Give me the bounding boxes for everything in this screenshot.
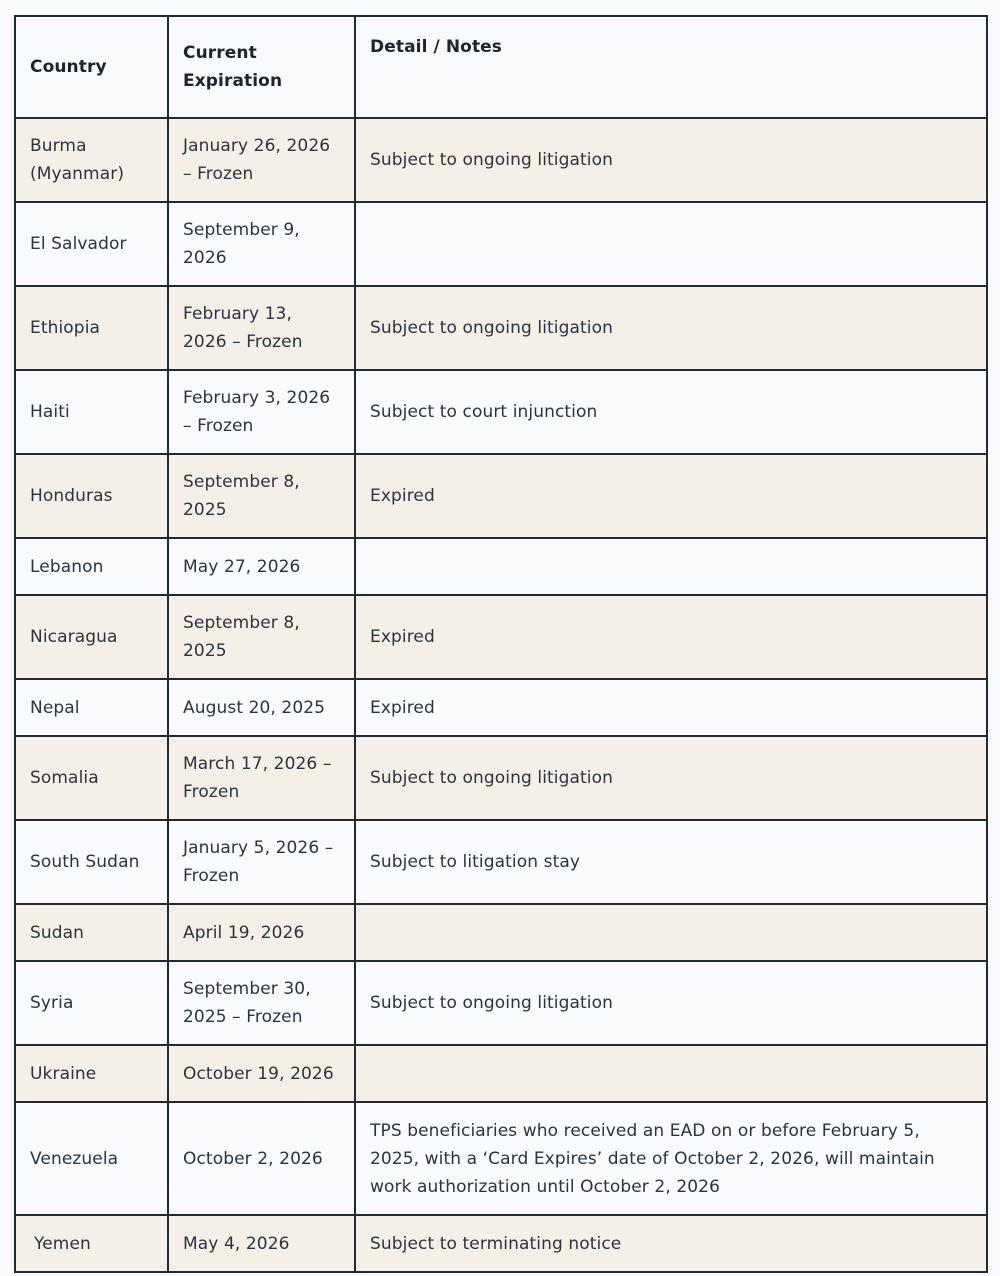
- notes-cell: Expired: [355, 595, 987, 679]
- notes-cell: Subject to ongoing litigation: [355, 736, 987, 820]
- notes-cell: [355, 1045, 987, 1102]
- expiration-cell: February 13, 2026 – Frozen: [168, 286, 355, 370]
- expiration-cell: February 3, 2026 – Frozen: [168, 370, 355, 454]
- country-cell: Yemen: [15, 1215, 168, 1272]
- expiration-cell: September 8, 2025: [168, 595, 355, 679]
- country-cell: Honduras: [15, 454, 168, 538]
- country-cell: Lebanon: [15, 538, 168, 595]
- country-cell: Burma (Myanmar): [15, 118, 168, 202]
- expiration-cell: September 30, 2025 – Frozen: [168, 961, 355, 1045]
- expiration-cell: March 17, 2026 – Frozen: [168, 736, 355, 820]
- tps-table-container: [14, 15, 986, 1273]
- expiration-cell: August 20, 2025: [168, 679, 355, 736]
- table-row: [15, 1045, 987, 1102]
- notes-cell: Subject to litigation stay: [355, 820, 987, 904]
- table-row: [15, 961, 987, 1045]
- notes-cell: Expired: [355, 454, 987, 538]
- notes-cell: Expired: [355, 679, 987, 736]
- table-row: [15, 595, 987, 679]
- header-country: Country: [15, 16, 168, 118]
- country-cell: South Sudan: [15, 820, 168, 904]
- expiration-cell: September 9, 2026: [168, 202, 355, 286]
- notes-cell: Subject to ongoing litigation: [355, 118, 987, 202]
- table-row: [15, 679, 987, 736]
- country-cell: Nicaragua: [15, 595, 168, 679]
- table-row: [15, 538, 987, 595]
- country-cell: Venezuela: [15, 1102, 168, 1215]
- header-detail-notes: Detail / Notes: [355, 16, 987, 118]
- notes-cell: Subject to terminating notice: [355, 1215, 987, 1272]
- table-row: [15, 202, 987, 286]
- expiration-cell: January 26, 2026 – Frozen: [168, 118, 355, 202]
- notes-cell: [355, 538, 987, 595]
- notes-cell: [355, 904, 987, 961]
- country-cell: Somalia: [15, 736, 168, 820]
- table-header-row: [15, 16, 987, 118]
- table-row: [15, 118, 987, 202]
- country-cell: El Salvador: [15, 202, 168, 286]
- notes-cell: Subject to ongoing litigation: [355, 286, 987, 370]
- tps-expiration-table: [14, 15, 988, 1273]
- expiration-cell: April 19, 2026: [168, 904, 355, 961]
- expiration-cell: October 19, 2026: [168, 1045, 355, 1102]
- expiration-cell: September 8, 2025: [168, 454, 355, 538]
- table-row: [15, 1102, 987, 1215]
- table-row: [15, 904, 987, 961]
- country-cell: Syria: [15, 961, 168, 1045]
- country-cell: Nepal: [15, 679, 168, 736]
- notes-cell: Subject to ongoing litigation: [355, 961, 987, 1045]
- table-row: [15, 286, 987, 370]
- expiration-cell: January 5, 2026 – Frozen: [168, 820, 355, 904]
- notes-cell: Subject to court injunction: [355, 370, 987, 454]
- country-cell: Ethiopia: [15, 286, 168, 370]
- table-row: [15, 736, 987, 820]
- table-row: [15, 820, 987, 904]
- expiration-cell: May 27, 2026: [168, 538, 355, 595]
- expiration-cell: May 4, 2026: [168, 1215, 355, 1272]
- country-cell: Sudan: [15, 904, 168, 961]
- country-cell: Haiti: [15, 370, 168, 454]
- table-row: [15, 1215, 987, 1272]
- table-row: [15, 454, 987, 538]
- notes-cell: [355, 202, 987, 286]
- header-current-expiration: Current Expiration: [168, 16, 355, 118]
- country-cell: Ukraine: [15, 1045, 168, 1102]
- table-row: [15, 370, 987, 454]
- notes-cell: TPS beneficiaries who received an EAD on or before February 5, 2025, with a ‘Card Expires’ date of October 2, 2026, will maintain work authorization until October 2, 2026: [355, 1102, 987, 1215]
- expiration-cell: October 2, 2026: [168, 1102, 355, 1215]
